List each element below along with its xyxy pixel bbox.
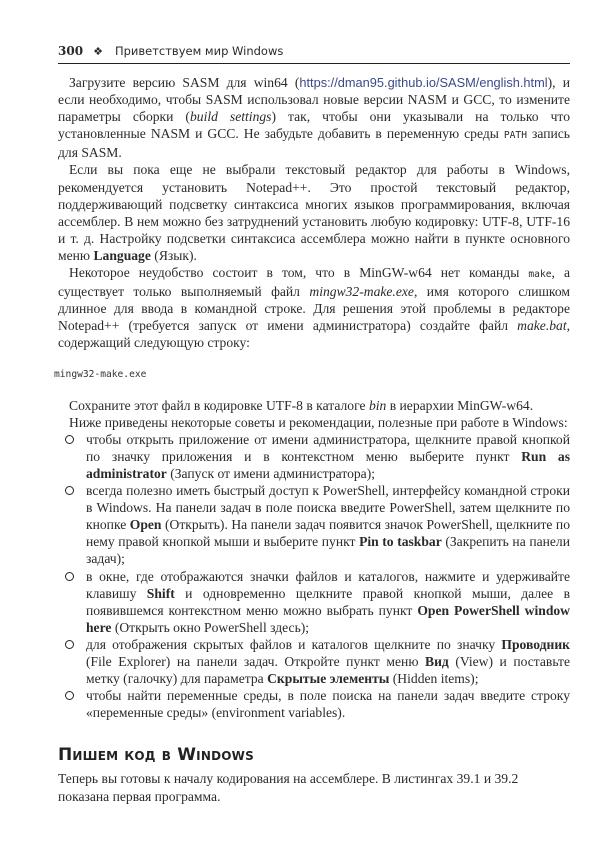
body-text xyxy=(54,74,571,805)
text: (Язык). xyxy=(150,247,197,263)
text: Если вы пока еще не выбрали текстовый редактор для работы в Windows, рекомендуется установить Notepad++. Это простой текстовый редактор, поддерживающий подсветку синтаксиса многих языков программирования, включая ассемблер. В нем можно без затруднений установить любую кодировку: UTF-8, UTF-16 и т. д. Настройку подсветки синтаксиса ассемблера можно найти в пункте основного меню xyxy=(58,162,570,263)
paragraph-tips-intro: Ниже приведены некоторые советы и рекомендации, полезные при работе в Windows: xyxy=(69,414,568,430)
bold-text: Проводник xyxy=(501,636,570,652)
text: (View) и поставьте метку (галочку) для параметра xyxy=(86,654,570,687)
italic-text: build settings xyxy=(189,109,272,125)
text: (Закрепить на панели задач); xyxy=(86,534,570,567)
text: ) так, чтобы они указывали на только что установленные NASM и GCC. Не забудьте добавить в переменную среды xyxy=(58,109,570,142)
bold-text: Open PowerShell window here xyxy=(86,602,570,635)
text: Загрузите версию SASM для win64 ( xyxy=(69,75,300,90)
text: (File Explorer) на панели задач. Откройте пункт меню xyxy=(86,654,426,669)
text: Некоторое неудобство состоит в том, что в MinGW-w64 нет команды xyxy=(69,265,529,281)
list-item xyxy=(58,482,570,567)
list-item xyxy=(58,431,570,482)
bold-text: Language xyxy=(93,247,151,263)
paragraph-notepad xyxy=(58,161,570,264)
circle-bullet-icon xyxy=(65,435,74,444)
tips-list xyxy=(58,431,570,722)
text: (Hidden items); xyxy=(389,671,479,687)
list-item xyxy=(58,687,570,721)
text: (Открыть). На панели задач появится значок PowerShell, щелкните по нему правой кнопкой мыши и выберите пункт xyxy=(86,517,570,550)
paragraph-save xyxy=(58,397,570,414)
paragraph-make xyxy=(58,264,570,351)
section-heading: Пишем код в Windows xyxy=(58,745,254,766)
text: Сохраните этот файл в кодировке UTF-8 в каталоге xyxy=(69,397,369,413)
code-line: mingw32-make.exe xyxy=(54,368,147,380)
text: , а существует только выполняемый файл xyxy=(58,265,570,300)
circle-bullet-icon xyxy=(65,486,74,495)
bold-text: Вид xyxy=(425,654,449,669)
text: запись для SASM. xyxy=(58,126,570,161)
italic-text: mingw32-make.exe xyxy=(309,284,414,300)
italic-text: make.bat xyxy=(517,318,567,334)
list-item xyxy=(58,636,570,687)
text: , содержащий следующую строку: xyxy=(58,318,570,351)
italic-text: bin xyxy=(368,397,387,413)
bold-text: Pin to taskbar xyxy=(359,534,442,550)
text: всегда полезно иметь быстрый доступ к PowerShell, интерфейсу командной строки в Windows. На панели задач в поле поиска введите PowerShell, затем щелкните по кнопке xyxy=(86,483,570,533)
text: в окне, где отображаются значки файлов и каталогов, нажмите и удерживайте клавишу xyxy=(86,568,570,601)
circle-bullet-icon xyxy=(65,572,74,581)
text: чтобы открыть приложение от имени администратора, щелкните правой кнопкой по значку приложения и в контекстном меню выберите пункт xyxy=(86,431,570,464)
text: и одновременно щелкните правой кнопкой мыши, далее в появившемся контекстном меню можно выбрать пункт xyxy=(86,585,571,618)
page-number: 300 xyxy=(58,44,84,58)
text: (Запуск от имени администратора); xyxy=(166,465,376,481)
mono-text: PATH xyxy=(503,130,527,142)
chapter-title: Приветствуем мир Windows xyxy=(114,44,284,58)
running-head xyxy=(58,44,570,64)
section-body: Теперь вы готовы к началу кодирования на ассемблере. В листингах 39.1 и 39.2 показана первая программа. xyxy=(58,771,519,804)
text: для отображения скрытых файлов и каталогов щелкните по значку xyxy=(86,636,502,652)
sasm-link[interactable]: https://dman95.github.io/SASM/english.html xyxy=(299,75,548,90)
bold-text: Shift xyxy=(146,585,175,601)
text: чтобы найти переменные среды, в поле поиска на панели задач введите строку «переменные среды» (environment variables). xyxy=(86,688,570,721)
text: (Открыть окно PowerShell здесь); xyxy=(111,619,310,635)
book-page xyxy=(54,44,571,805)
ornament-icon: ❖ xyxy=(93,45,103,58)
bold-text: Open xyxy=(129,517,162,533)
bold-text: Скрытые элементы xyxy=(267,671,390,687)
list-item xyxy=(58,568,570,636)
mono-text: make xyxy=(528,269,552,281)
circle-bullet-icon xyxy=(65,640,74,649)
text: ), и если необходимо, чтобы SASM использовал новые версии NASM и GCC, то измените параметры сборки ( xyxy=(58,75,570,125)
text: , имя которого слишком длинное для ввода в командной строке. Для решения этой проблемы в редакторе Notepad++ (требуется запуск от имени администратора) создайте файл xyxy=(58,284,570,334)
paragraph-sasm xyxy=(58,74,570,161)
text: в иерархии MinGW-w64. xyxy=(386,397,534,413)
circle-bullet-icon xyxy=(65,691,74,700)
bold-text: Run as administrator xyxy=(86,448,570,481)
